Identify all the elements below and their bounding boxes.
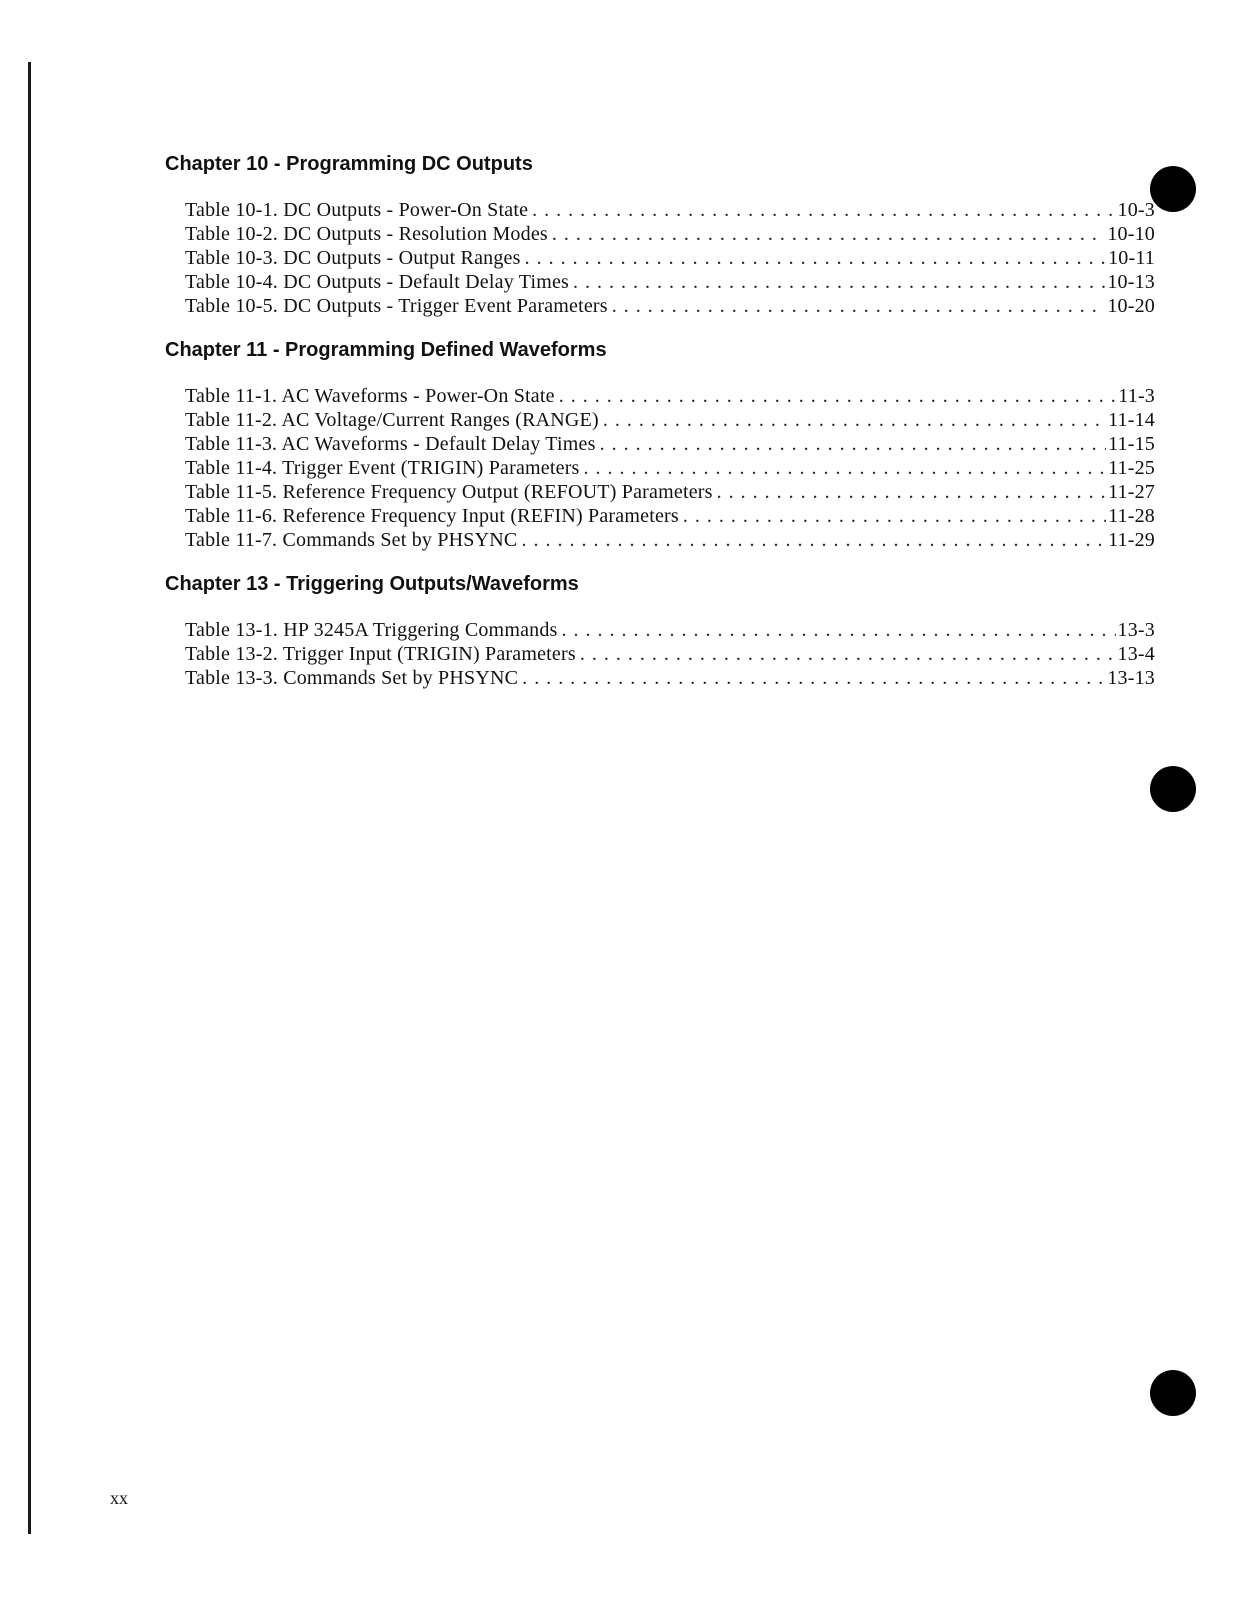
chapter-heading: Chapter 13 - Triggering Outputs/Waveforms — [165, 573, 579, 595]
dot-leader — [559, 384, 1117, 408]
toc-list — [185, 198, 1155, 318]
toc-entry[interactable] — [185, 222, 1155, 246]
dot-leader — [573, 270, 1105, 294]
toc-entry[interactable] — [185, 456, 1155, 480]
toc-entry-title: Table 11-4. Trigger Event (TRIGIN) Parameters — [185, 457, 580, 479]
toc-entry-title: Table 10-5. DC Outputs - Trigger Event Parameters — [185, 295, 608, 317]
dot-leader — [525, 246, 1106, 270]
toc-entry[interactable] — [185, 294, 1155, 318]
page-number: xx — [110, 1488, 128, 1508]
toc-entry-title: Table 11-3. AC Waveforms - Default Delay Times — [185, 433, 596, 455]
toc-entry-title: Table 11-2. AC Voltage/Current Ranges (RANGE) — [185, 409, 599, 431]
toc-entry-title: Table 13-3. Commands Set by PHSYNC — [185, 667, 519, 689]
toc-entry-page: 11-3 — [1118, 385, 1155, 407]
toc-entry[interactable] — [185, 432, 1155, 456]
punch-hole-middle — [1150, 766, 1196, 812]
toc-entry-page: 10-10 — [1107, 223, 1155, 245]
toc-entry[interactable] — [185, 618, 1155, 642]
dot-leader — [552, 222, 1105, 246]
toc-entry-page: 10-11 — [1108, 247, 1155, 269]
toc-entry-title: Table 10-2. DC Outputs - Resolution Modes — [185, 223, 548, 245]
toc-entry-title: Table 10-3. DC Outputs - Output Ranges — [185, 247, 521, 269]
toc-entry[interactable] — [185, 504, 1155, 528]
dot-leader — [522, 666, 1105, 690]
toc-entry-title: Table 11-1. AC Waveforms - Power-On State — [185, 385, 555, 407]
toc-list — [185, 384, 1155, 552]
toc-entry-title: Table 11-6. Reference Frequency Input (REFIN) Parameters — [185, 505, 679, 527]
toc-entry-title: Table 11-5. Reference Frequency Output (REFOUT) Parameters — [185, 481, 713, 503]
dot-leader — [603, 408, 1106, 432]
dot-leader — [580, 642, 1116, 666]
toc-entry[interactable] — [185, 408, 1155, 432]
toc-entry-page: 11-28 — [1108, 505, 1155, 527]
toc-entry-page: 11-15 — [1108, 433, 1155, 455]
toc-entry[interactable] — [185, 642, 1155, 666]
toc-entry-page: 13-4 — [1117, 643, 1155, 665]
toc-entry-page: 11-29 — [1108, 529, 1155, 551]
toc-entry[interactable] — [185, 384, 1155, 408]
toc-entry[interactable] — [185, 270, 1155, 294]
list-of-tables — [165, 150, 1155, 708]
toc-list — [185, 618, 1155, 690]
toc-entry-page: 13-3 — [1117, 619, 1155, 641]
toc-entry[interactable] — [185, 528, 1155, 552]
toc-entry-title: Table 10-1. DC Outputs - Power-On State — [185, 199, 529, 221]
chapter-13-section — [165, 570, 1155, 690]
dot-leader — [612, 294, 1106, 318]
toc-entry-title: Table 13-1. HP 3245A Triggering Commands — [185, 619, 558, 641]
dot-leader — [584, 456, 1107, 480]
toc-entry-title: Table 11-7. Commands Set by PHSYNC — [185, 529, 518, 551]
toc-entry-page: 11-27 — [1108, 481, 1155, 503]
dot-leader — [521, 528, 1106, 552]
toc-entry[interactable] — [185, 198, 1155, 222]
toc-entry-page: 11-25 — [1108, 457, 1155, 479]
toc-entry-page: 11-14 — [1108, 409, 1155, 431]
dot-leader — [532, 198, 1115, 222]
margin-rule — [28, 62, 31, 1534]
chapter-heading: Chapter 10 - Programming DC Outputs — [165, 153, 533, 175]
toc-entry-page: 13-13 — [1107, 667, 1155, 689]
toc-entry-title: Table 13-2. Trigger Input (TRIGIN) Parameters — [185, 643, 576, 665]
dot-leader — [562, 618, 1116, 642]
dot-leader — [683, 504, 1106, 528]
toc-entry-title: Table 10-4. DC Outputs - Default Delay Times — [185, 271, 570, 293]
dot-leader — [717, 480, 1106, 504]
toc-entry[interactable] — [185, 480, 1155, 504]
punch-hole-bottom — [1150, 1370, 1196, 1416]
toc-entry[interactable] — [185, 246, 1155, 270]
chapter-heading: Chapter 11 - Programming Defined Waveforms — [165, 339, 607, 361]
dot-leader — [600, 432, 1107, 456]
chapter-10-section — [165, 150, 1155, 318]
toc-entry-page: 10-13 — [1107, 271, 1155, 293]
chapter-11-section — [165, 336, 1155, 552]
punch-hole-top — [1150, 166, 1196, 212]
toc-entry[interactable] — [185, 666, 1155, 690]
toc-entry-page: 10-3 — [1117, 199, 1155, 221]
toc-entry-page: 10-20 — [1107, 295, 1155, 317]
